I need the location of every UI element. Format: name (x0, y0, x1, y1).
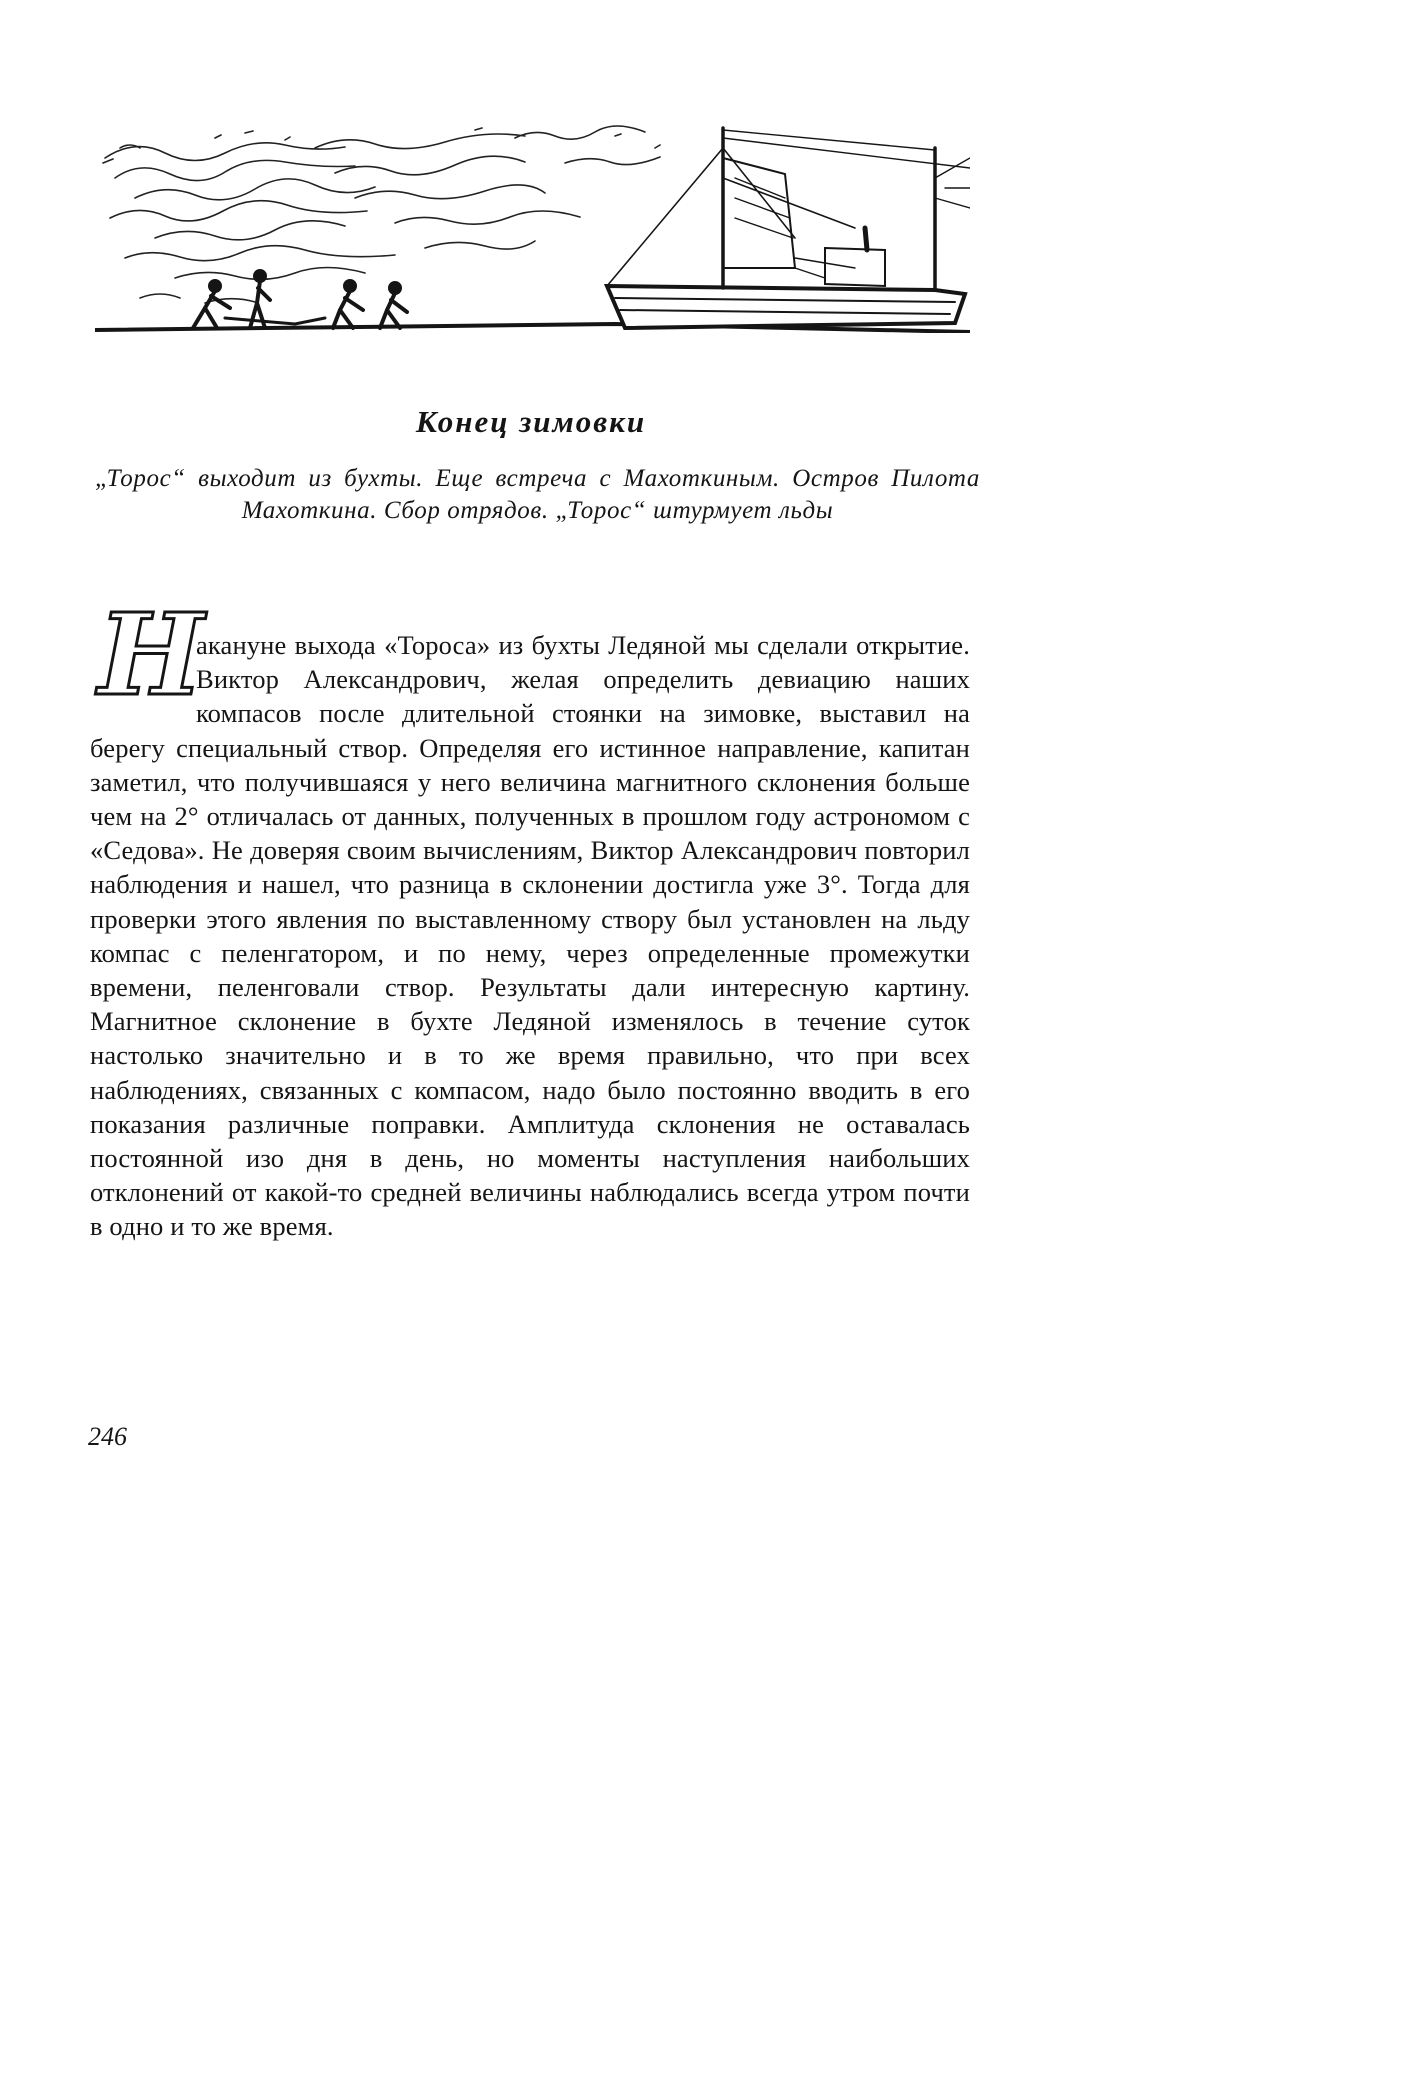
body-text: акануне выхода «Тороса» из бухты Ледяной мы сделали открытие. Виктор Александрович, желая определить девиацию наших компасов после длительной стоянки на зимовке, выставил на берегу специальный створ. Определяя его истинное направление, капитан заметил, что получившаяся у него величина магнитного склонения больше чем на 2° отличалась от данных, полученных в прошлом году астрономом с «Седова». Не доверяя своим вычислениям, Виктор Александрович повторил наблюдения и нашел, что разница в склонении достигла уже 3°. Тогда для проверки этого явления по выставленному створу был установлен на льду компас с пеленгатором, и по нему, через определенные промежутки времени, пеленговали створ. Результаты дали интересную картину. Магнитное склонение в бухте Ледяной изменялось в течение суток настолько значительно и в то же время правильно, что при всех наблюдениях, связанных с компасом, надо было постоянно вводить в его показания различные поправки. Амплитуда склонения не оставалась постоянной изо дня в день, но моменты наступления наибольших отклонений от какой-то средней величины наблюдались всегда утром почти в одно и то же время. (90, 630, 970, 1242)
ship (607, 128, 970, 328)
body-paragraph (90, 590, 970, 1244)
drop-cap-letter: Н (98, 590, 204, 721)
drop-cap (90, 590, 204, 723)
chapter-summary: „Торос“ выходит из бухты. Еще встреча с Махоткиным. Остров Пилота Махоткина. Сбор отрядов. „Торос“ штурмует льды (95, 465, 980, 524)
header-illustration (95, 118, 970, 350)
sky-hatching (103, 126, 660, 303)
page-number: 246 (88, 1422, 127, 1451)
chapter-title: Конец зимовки (415, 404, 647, 439)
